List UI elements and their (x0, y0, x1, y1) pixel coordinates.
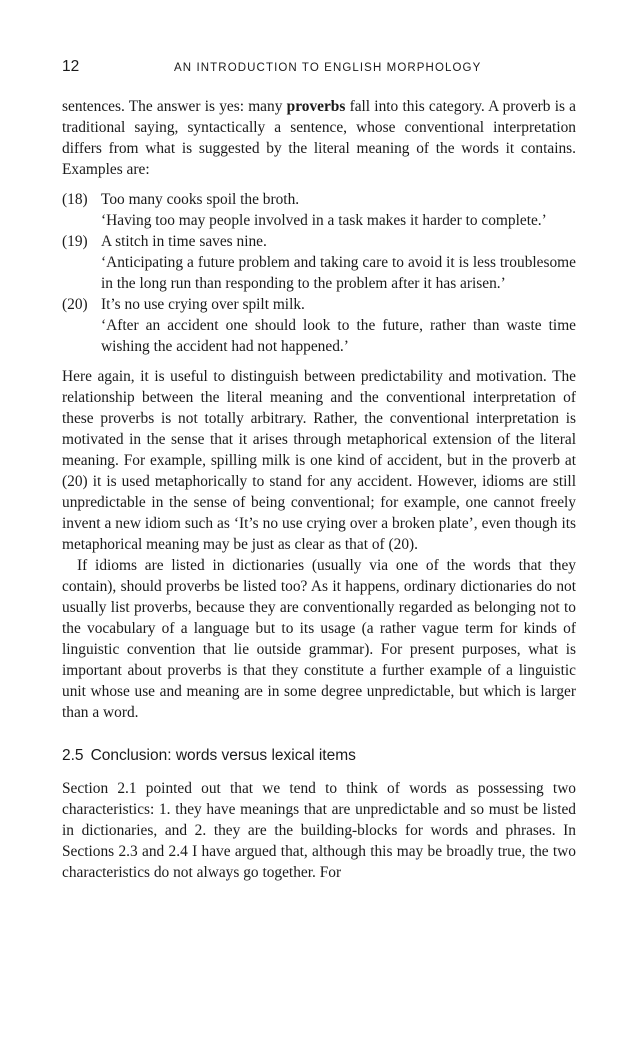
body-paragraph-predictability: Here again, it is useful to distinguish between predictability and motivation. The relationship between the literal meaning and the conventional interpretation of these proverbs is not totally arbitrary. Rather, the conventional interpretation is motivated in the sense that it arises through metaphorical extension of the literal meaning. For example, spilling milk is one kind of accident, but in the proverb at (20) it is used metaphorically to stand for any accident. However, idioms are still unpredictable in the sense of being conventional; for example, one cannot freely invent a new idiom such as ‘It’s no use crying over a broken plate’, even though its metaphorical meaning may be just as clear as that of (20). (62, 368, 576, 553)
example-gloss: ‘Anticipating a future problem and taking care to avoid it is less troublesome in the long run than responding to the problem after it has arisen.’ (101, 254, 576, 292)
page-number: 12 (62, 58, 80, 75)
section-heading (62, 745, 576, 766)
running-header-title: AN INTRODUCTION TO ENGLISH MORPHOLOGY (174, 62, 482, 74)
example-item (62, 189, 576, 231)
intro-paragraph (62, 96, 576, 180)
example-number: (18) (62, 191, 88, 208)
example-item (62, 294, 576, 357)
example-proverb: A stitch in time saves nine. (101, 233, 267, 250)
example-body (101, 189, 576, 231)
example-number: (20) (62, 296, 88, 313)
running-header (62, 58, 576, 80)
example-body (101, 294, 576, 357)
example-gloss: ‘After an accident one should look to the future, rather than waste time wishing the accident had not happened.’ (101, 317, 576, 355)
example-number: (19) (62, 233, 88, 250)
intro-text-start: sentences. The answer is yes: many (62, 98, 287, 115)
section-number: 2.5 (62, 747, 84, 764)
body-paragraph-conclusion: Section 2.1 pointed out that we tend to think of words as possessing two characteristics: 1. they have meanings that are unpredictable and so must be listed in dictionaries, and 2. they are the building-blocks for words and phrases. In Sections 2.3 and 2.4 I have argued that, although this may be broadly true, the two characteristics do not always go together. For (62, 780, 576, 881)
example-body (101, 231, 576, 294)
example-item (62, 231, 576, 294)
book-page (62, 58, 576, 883)
example-proverb: Too many cooks spoil the broth. (101, 191, 300, 208)
body-paragraph-dictionaries: If idioms are listed in dictionaries (usually via one of the words that they contain), should proverbs be listed too? As it happens, ordinary dictionaries do not usually list proverbs, because they are conventionally regarded as belonging not to the vocabulary of a language but to its usage (a rather vague term for kinds of linguistic convention that lie outside grammar). For present purposes, what is important about proverbs is that they constitute a further example of a linguistic unit whose use and meaning are in some degree unpredictable, but which is larger than a word. (62, 557, 576, 721)
example-proverb: It’s no use crying over spilt milk. (101, 296, 305, 313)
example-gloss: ‘Having too may people involved in a task makes it harder to complete.’ (101, 212, 547, 229)
intro-text-end: fall into this category. A proverb is a traditional saying, syntactically a sentence, whose conventional interpretation differs from what is suggested by the literal meaning of the words it contains. Examples are: (62, 98, 577, 178)
term-proverbs: proverbs (286, 98, 346, 115)
example-list (62, 189, 576, 357)
section-title: Conclusion: words versus lexical items (90, 747, 356, 764)
